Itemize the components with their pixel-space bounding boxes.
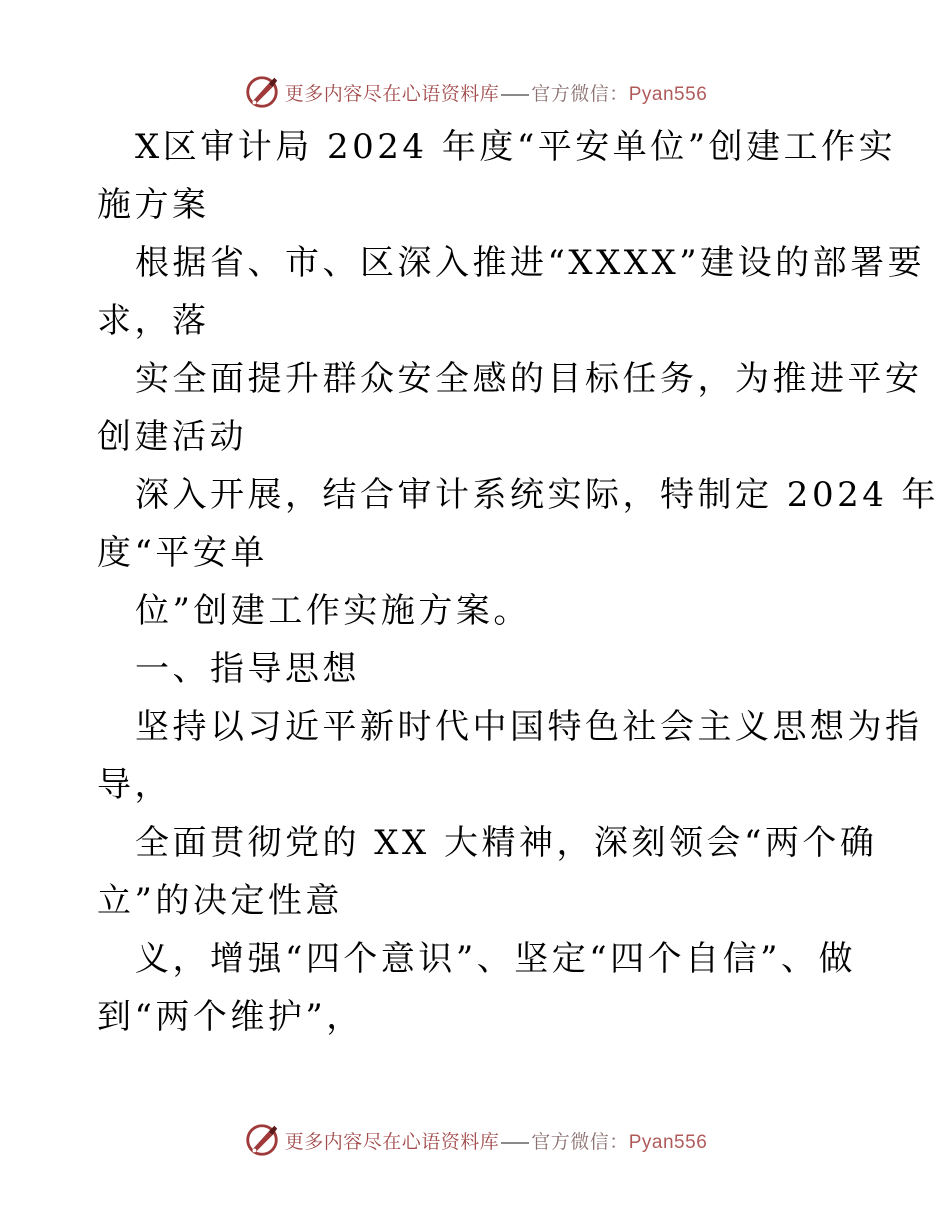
watermark-dash xyxy=(501,94,529,96)
watermark-dash xyxy=(501,1142,529,1144)
watermark-id: Pyan556 xyxy=(628,83,708,105)
document-body xyxy=(97,118,940,1046)
header-watermark xyxy=(0,70,950,114)
pen-logo-icon xyxy=(243,73,281,111)
document-line: 义，增强“四个意识”、坚定“四个自信”、做 xyxy=(135,939,857,979)
document-line: 坚持以习近平新时代中国特色社会主义思想为指 xyxy=(135,707,923,747)
document-line: 实全面提升群众安全感的目标任务，为推进平安 xyxy=(135,359,923,399)
document-line: 导， xyxy=(97,765,172,805)
document-line: 位”创建工作实施方案。 xyxy=(135,591,531,631)
document-line: 立”的决定性意 xyxy=(97,881,343,921)
watermark-text: 更多内容尽在心语资料库 xyxy=(284,82,500,105)
footer-watermark xyxy=(0,1118,950,1162)
document-line: X区审计局 2024 年度“平安单位”创建工作实 xyxy=(135,127,897,167)
document-line: 创建活动 xyxy=(97,417,247,457)
document-line: 度“平安单 xyxy=(97,533,268,573)
document-line: 深入开展，结合审计系统实际，特制定 2024 年 xyxy=(135,475,940,515)
watermark-text: 更多内容尽在心语资料库 xyxy=(284,1130,500,1153)
watermark-official-label: 官方微信： xyxy=(531,1130,629,1153)
document-line: 施方案 xyxy=(97,185,210,225)
document-line: 到“两个维护”， xyxy=(97,997,364,1037)
document-line: 一、指导思想 xyxy=(135,649,360,689)
document-line: 全面贯彻党的 XX 大精神，深刻领会“两个确 xyxy=(135,823,878,863)
document-line: 根据省、市、区深入推进“XXXX”建设的部署要 xyxy=(135,243,926,283)
watermark-id: Pyan556 xyxy=(628,1131,708,1153)
document-line: 求，落 xyxy=(97,301,210,341)
pen-logo-icon xyxy=(243,1121,281,1159)
watermark-official-label: 官方微信： xyxy=(531,82,629,105)
